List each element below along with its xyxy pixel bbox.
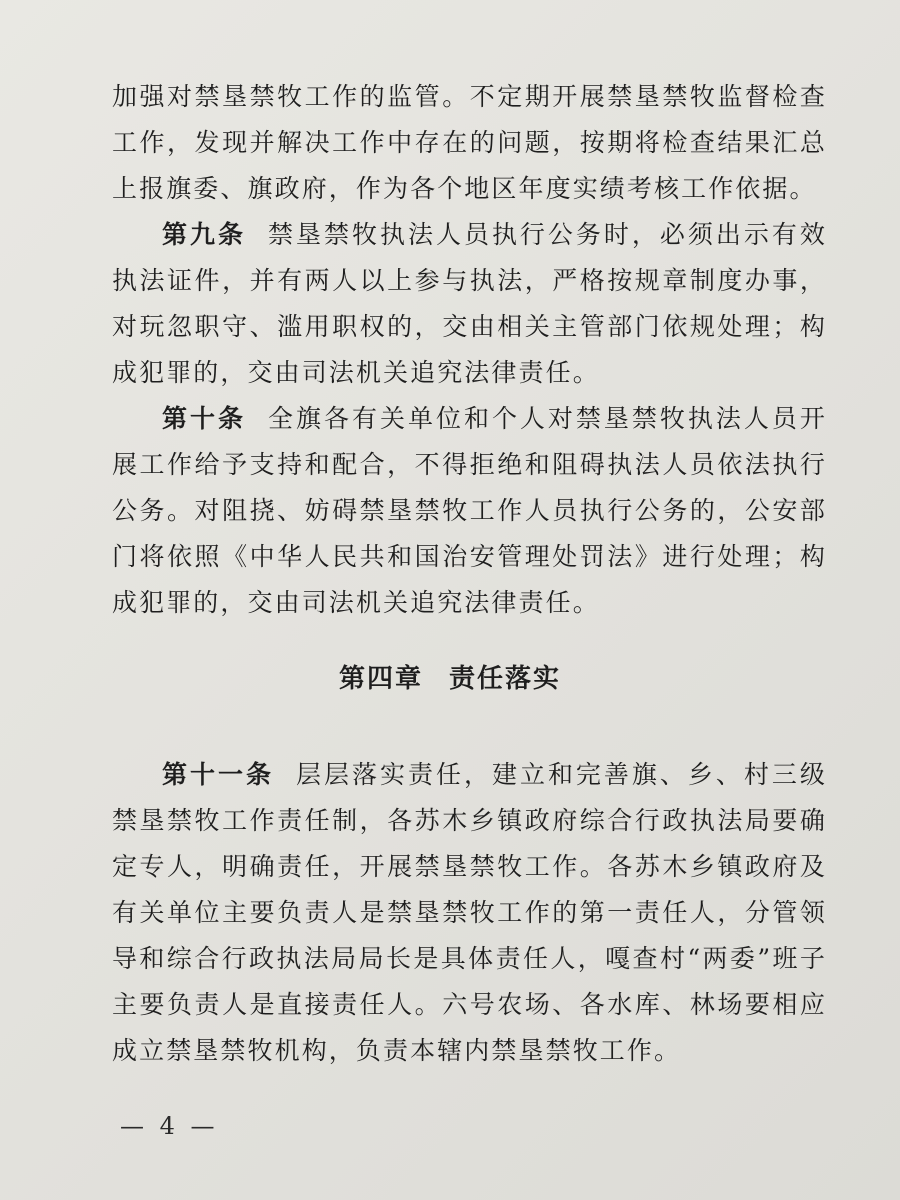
paragraph-supervision <box>112 74 827 212</box>
chapter-heading <box>0 658 900 695</box>
chapter-title: 责任落实 <box>449 664 562 694</box>
article-11 <box>112 752 827 1074</box>
article-9 <box>112 212 827 396</box>
paragraph-supervision-text: 加强对禁垦禁牧工作的监管。不定期开展禁垦禁牧监督检查工作，发现并解决工作中存在的问题，按期将检查结果汇总上报旗委、旗政府，作为各个地区年度实绩考核工作依据。 <box>112 82 827 203</box>
article-10-text: 全旗各有关单位和个人对禁垦禁牧执法人员开展工作给予支持和配合，不得拒绝和阻碍执法人员依法执行公务。对阻挠、妨碍禁垦禁牧工作人员执行公务的，公安部门将依照《中华人民共和国治安管理处罚法》进行处理；构成犯罪的，交由司法机关追究法律责任。 <box>112 404 827 617</box>
article-10-label: 第十条 <box>162 404 246 433</box>
chapter-number: 第四章 <box>338 664 423 694</box>
article-9-text: 禁垦禁牧执法人员执行公务时，必须出示有效执法证件，并有两人以上参与执法，严格按规章制度办事，对玩忽职守、滥用职权的，交由相关主管部门依规处理；构成犯罪的，交由司法机关追究法律责任。 <box>112 220 827 387</box>
article-10 <box>112 396 827 626</box>
page-number: — 4 — <box>120 1112 219 1140</box>
article-11-text: 层层落实责任，建立和完善旗、乡、村三级禁垦禁牧工作责任制，各苏木乡镇政府综合行政执法局要确定专人，明确责任，开展禁垦禁牧工作。各苏木乡镇政府及有关单位主要负责人是禁垦禁牧工作的第一责任人，分管领导和综合行政执法局局长是具体责任人，嘎查村“两委”班子主要负责人是直接责任人。六号农场、各水库、林场要相应成立禁垦禁牧机构，负责本辖内禁垦禁牧工作。 <box>112 760 827 1065</box>
article-9-label: 第九条 <box>162 220 246 249</box>
article-11-label: 第十一条 <box>162 760 274 789</box>
